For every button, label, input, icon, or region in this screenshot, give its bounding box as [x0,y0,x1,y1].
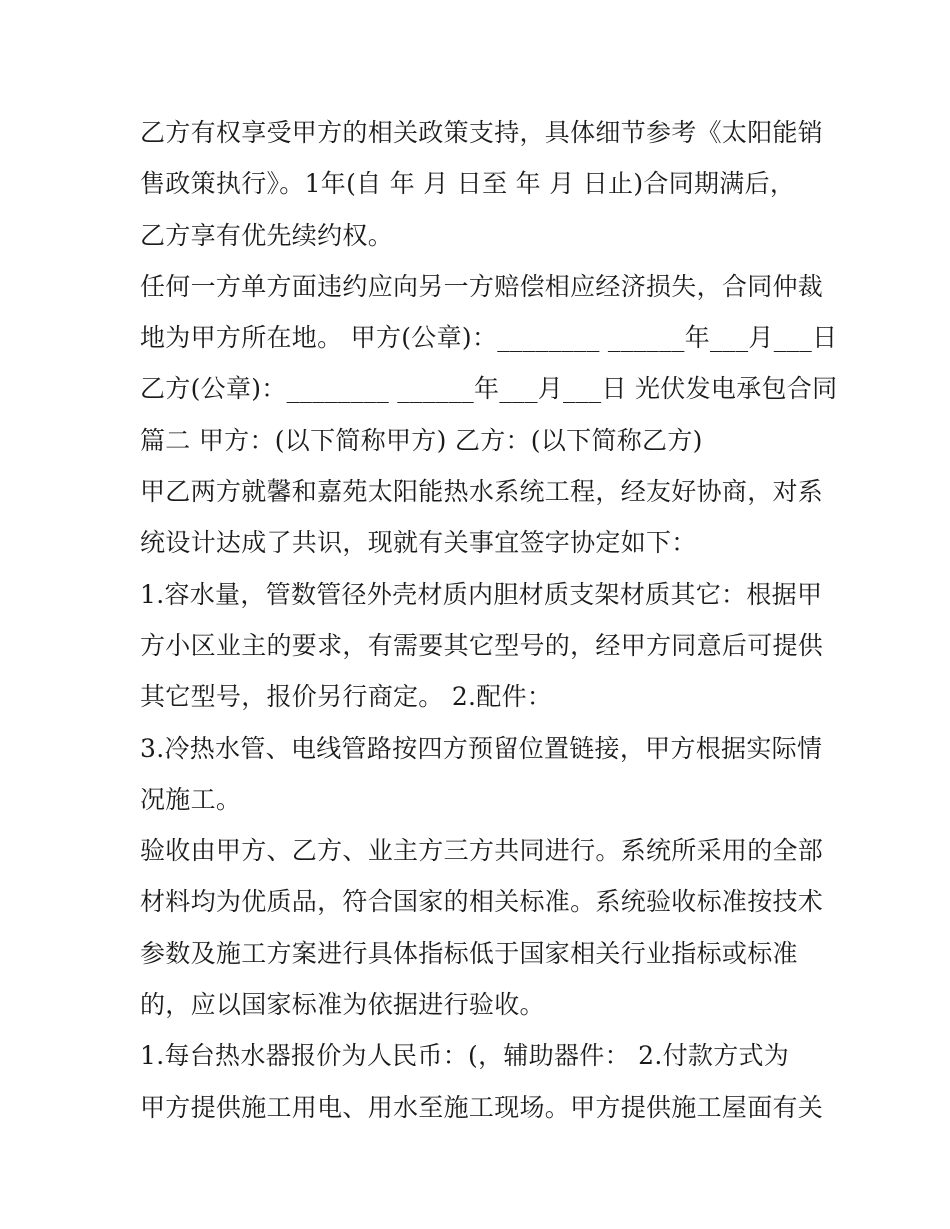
text-line: 的，应以国家标准为依据进行验收。 [140,990,545,1020]
text-line: 乙方(公章)：________ ______年___月___日 光伏发电承包合同 [140,374,838,404]
text-line: 售政策执行》。1年(自 年 月 日至 年 月 日止)合同期满后， [140,169,796,199]
text-line: 乙方有权享受甲方的相关政策支持，具体细节参考《太阳能销 [140,118,824,147]
text-line: 统设计达成了共识，现就有关事宜签字协定如下： [140,528,697,558]
text-line: 1.每台热水器报价为人民币：(，辅助器件： 2.付款方式为 [140,1041,790,1071]
text-line: 甲方提供施工用电、用水至施工现场。甲方提供施工屋面有关 [140,1092,824,1122]
text-line: 甲乙两方就馨和嘉苑太阳能热水系统工程，经友好协商，对系 [140,477,824,507]
text-line: 地为甲方所在地。 甲方(公章)：________ ______年___月___日 [140,323,838,353]
document-body [140,107,838,1133]
text-line: 验收由甲方、乙方、业主方三方共同进行。系统所采用的全部 [140,836,824,866]
text-line: 乙方享有优先续约权。 [140,220,394,250]
text-line: 1.容水量，管数管径外壳材质内胆材质支架材质其它：根据甲 [140,579,823,609]
text-line: 任何一方单方面违约应向另一方赔偿相应经济损失，合同仲裁 [140,271,824,301]
text-line: 篇二 甲方：(以下简称甲方) 乙方：(以下简称乙方) [140,425,703,455]
text-line: 况施工。 [140,784,242,814]
text-line: 其它型号，报价另行商定。 2.配件： [140,682,553,712]
text-line: 3.冷热水管、电线管路按四方预留位置链接，甲方根据实际情 [140,733,823,763]
text-line: 方小区业主的要求，有需要其它型号的，经甲方同意后可提供 [140,630,824,660]
text-line: 参数及施工方案进行具体指标低于国家相关行业指标或标准 [140,938,798,968]
text-line: 材料均为优质品，符合国家的相关标准。系统验收标准按技术 [140,887,824,917]
